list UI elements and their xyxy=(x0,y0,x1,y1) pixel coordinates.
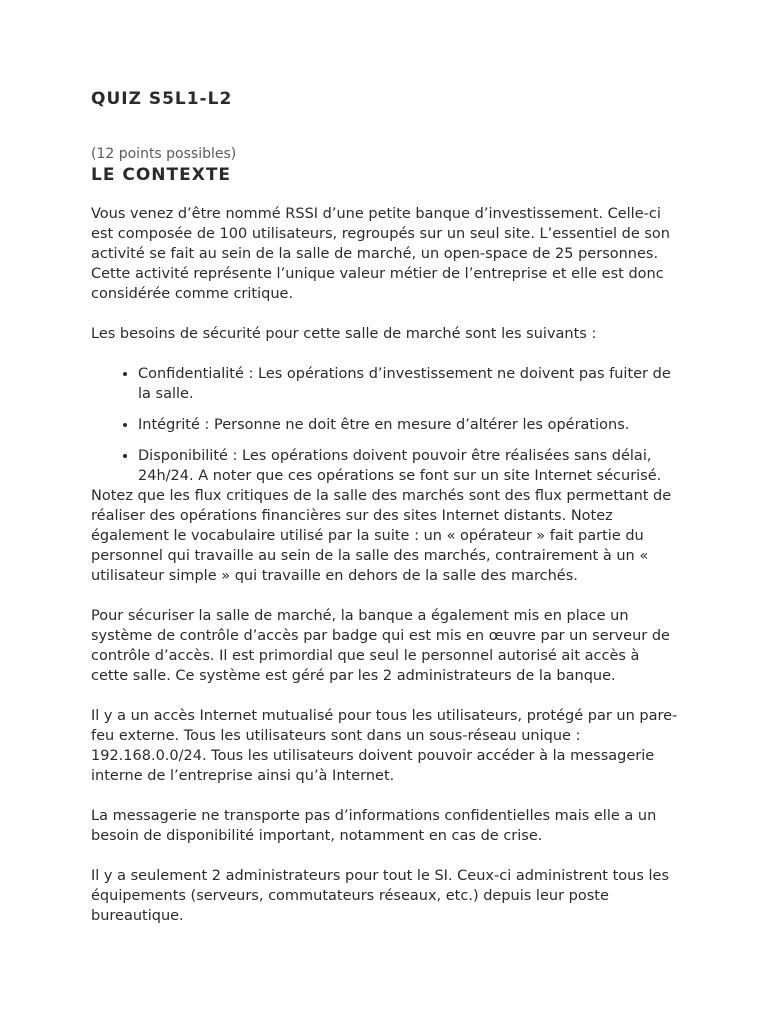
points-possible: (12 points possibles) xyxy=(91,146,237,162)
administrateurs-paragraph: Il y a seulement 2 administrateurs pour tout le SI. Ceux-ci administrent tous les équipements (serveurs, commutateurs réseaux, etc.) depuis leur poste bureautique. xyxy=(91,868,670,924)
context-paragraph: Vous venez d’être nommé RSSI d’une petite banque d’investissement. Celle-ci est composée de 100 utilisateurs, regroupés sur un seul site. L’essentiel de son activité se fait au sein de la salle de marché, un open-space de 25 personnes. Cette activité représente l’unique valeur métier de l’entreprise et elle est donc considérée comme critique. xyxy=(91,206,670,302)
quiz-title: QUIZ S5L1-L2 xyxy=(91,89,233,109)
flux-critiques-paragraph: Notez que les flux critiques de la salle des marchés sont des flux permettant de réaliser des opérations financières sur des sites Internet distants. Notez également le vocabulaire utilisé par la suite : un « opérateur » fait partie du personnel qui travaille au sein de la salle des marchés, contrairement à un « utilisateur simple » qui travaille en dehors de la salle des marchés. xyxy=(91,488,672,584)
controle-acces-paragraph: Pour sécuriser la salle de marché, la banque a également mis en place un système de contrôle d’accès par badge qui est mis en œuvre par un serveur de contrôle d’accès. Il est primordial que seul le personnel autorisé ait accès à cette salle. Ce système est géré par les 2 administrateurs de la banque. xyxy=(91,608,670,684)
list-item-disponibilite: • Disponibilité : Les opérations doivent pouvoir être réalisées sans délai, 24h/24. A noter que ces opérations se font sur un site Internet sécurisé. xyxy=(138,446,681,486)
acces-internet-paragraph: Il y a un accès Internet mutualisé pour tous les utilisateurs, protégé par un pare-feu externe. Tous les utilisateurs sont dans un sous-réseau unique : 192.168.0.0/24. Tous les utilisateurs doivent pouvoir accéder à la messagerie interne de l’entreprise ainsi qu’à Internet. xyxy=(91,708,678,784)
document-page xyxy=(91,88,681,926)
messagerie-paragraph: La messagerie ne transporte pas d’informations confidentielles mais elle a un besoin de disponibilité important, notamment en cas de crise. xyxy=(91,808,657,844)
security-needs-intro: Les besoins de sécurité pour cette salle de marché sont les suivants : xyxy=(91,326,597,342)
section-title-contexte: LE CONTEXTE xyxy=(91,165,232,185)
list-item-integrite: • Intégrité : Personne ne doit être en mesure d’altérer les opérations. xyxy=(138,415,681,435)
security-needs-list xyxy=(91,364,681,486)
list-item-confidentialite: • Confidentialité : Les opérations d’investissement ne doivent pas fuiter de la salle. xyxy=(138,364,681,404)
